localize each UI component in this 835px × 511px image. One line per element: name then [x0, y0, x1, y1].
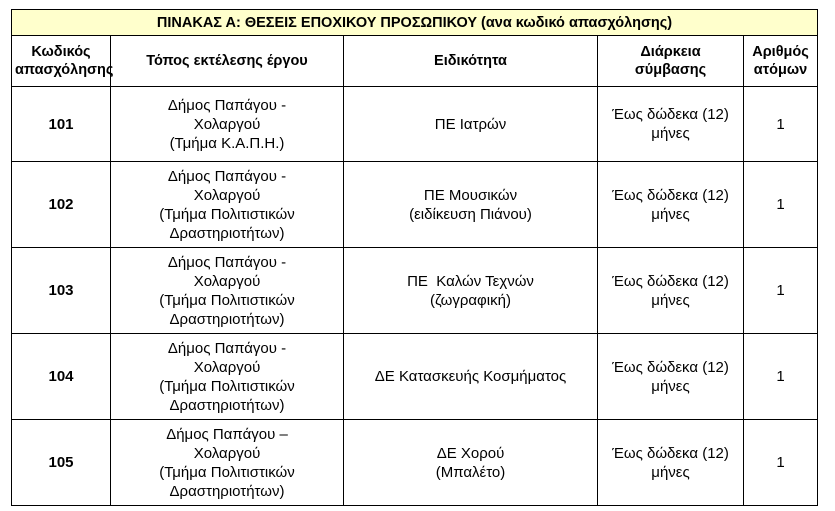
specialty-line: ΔΕ Χορού [436, 444, 505, 462]
location-line: (Τμήμα Πολιτιστικών [159, 463, 295, 481]
specialty-cell [344, 87, 598, 162]
location-cell [111, 162, 344, 248]
duration-line: Έως δώδεκα (12) [612, 444, 729, 462]
specialty-line: ΠΕ Ιατρών [434, 115, 507, 133]
location-line: Δραστηριοτήτων) [169, 396, 285, 414]
code-cell: 103 [12, 248, 111, 334]
duration-cell [598, 248, 744, 334]
table-title: ΠΙΝΑΚΑΣ Α: ΘΕΣΕΙΣ ΕΠΟΧΙΚΟΥ ΠΡΟΣΩΠΙΚΟΥ (ανα κωδικό απασχόλησης) [12, 10, 818, 36]
duration-line: Έως δώδεκα (12) [612, 106, 729, 123]
count-cell: 1 [744, 334, 818, 420]
duration-cell [598, 420, 744, 506]
duration-line: μήνες [651, 291, 690, 309]
location-line: (Τμήμα Πολιτιστικών [159, 377, 295, 395]
count-cell: 1 [744, 248, 818, 334]
header-code [12, 36, 114, 87]
location-line: Χολαργού [193, 444, 261, 462]
location-line: Δήμος Παπάγου - [167, 167, 287, 185]
count-cell: 1 [744, 87, 818, 162]
specialty-line: ΠΕ Καλών Τεχνών [407, 272, 534, 290]
location-cell [111, 420, 344, 506]
duration-line: μήνες [651, 125, 690, 142]
location-line: (Τμήμα Πολιτιστικών [159, 205, 295, 223]
count-cell: 1 [744, 162, 818, 248]
specialty-line: (ειδίκευση Πιάνου) [409, 205, 532, 223]
location-line: (Τμήμα Κ.Α.Π.Η.) [169, 134, 285, 152]
header-specialty [344, 36, 598, 87]
location-line: Χολαργού [193, 115, 261, 133]
header-location-line: Τόπος εκτέλεσης έργου [146, 53, 308, 69]
duration-line: Έως δώδεκα (12) [612, 186, 729, 204]
location-line: Δραστηριοτήτων) [169, 482, 285, 500]
duration-cell [598, 162, 744, 248]
location-line: Δήμος Παπάγου - [167, 339, 287, 357]
location-cell [111, 248, 344, 334]
duration-line: μήνες [651, 377, 690, 395]
table-row [12, 248, 818, 334]
specialty-line: (Μπαλέτο) [435, 463, 506, 481]
code-cell: 101 [12, 87, 111, 162]
staff-positions-table [11, 9, 818, 506]
duration-cell [598, 334, 744, 420]
location-line: Δραστηριοτήτων) [169, 224, 285, 242]
specialty-line: ΔΕ Κατασκευής Κοσμήματος [374, 368, 567, 385]
specialty-cell [344, 334, 598, 420]
specialty-line: ΠΕ Μουσικών [423, 186, 518, 204]
location-line: Δραστηριοτήτων) [169, 310, 285, 328]
code-cell: 104 [12, 334, 111, 420]
header-count-line: Αριθμός [752, 44, 809, 60]
location-line: Χολαργού [193, 358, 261, 376]
header-duration [598, 36, 744, 87]
header-count-line: ατόμων [753, 62, 808, 78]
header-location [111, 36, 344, 87]
specialty-cell [344, 420, 598, 506]
duration-line: μήνες [651, 205, 690, 223]
location-line: (Τμήμα Πολιτιστικών [159, 291, 295, 309]
table-title-row [12, 10, 818, 36]
location-line: Δήμος Παπάγου – [166, 425, 288, 443]
specialty-cell [344, 248, 598, 334]
location-line: Δήμος Παπάγου - [167, 96, 287, 114]
table-header-row [12, 36, 818, 87]
specialty-cell [344, 162, 598, 248]
header-count [744, 36, 818, 87]
location-line: Δήμος Παπάγου - [167, 253, 287, 271]
code-cell: 105 [12, 420, 111, 506]
count-cell: 1 [744, 420, 818, 506]
table-row [12, 420, 818, 506]
duration-line: Έως δώδεκα (12) [612, 272, 729, 290]
duration-line: μήνες [651, 463, 690, 481]
specialty-line: (ζωγραφική) [430, 291, 511, 309]
code-cell: 102 [12, 162, 111, 248]
table-row [12, 162, 818, 248]
header-specialty-line: Ειδικότητα [434, 53, 507, 69]
location-line: Χολαργού [193, 272, 261, 290]
duration-line: Έως δώδεκα (12) [612, 358, 729, 376]
header-duration-line: Διάρκεια [640, 44, 701, 60]
location-cell [111, 334, 344, 420]
header-code-line: Κωδικός [31, 44, 91, 60]
location-line: Χολαργού [193, 186, 261, 204]
location-cell [111, 87, 344, 162]
duration-cell [598, 87, 744, 162]
table-row [12, 334, 818, 420]
table-row [12, 87, 818, 162]
header-duration-line: σύμβασης [634, 62, 707, 78]
header-code-line: απασχόλησης [15, 62, 114, 78]
